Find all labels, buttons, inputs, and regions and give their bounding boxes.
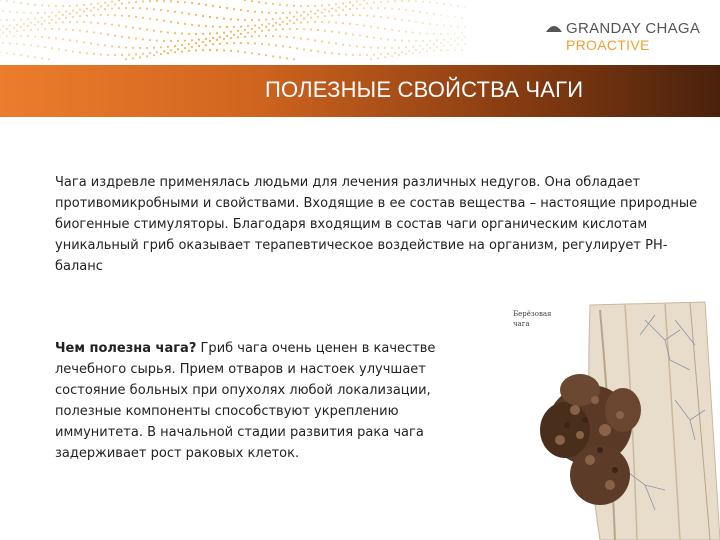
benefits-paragraph <box>55 338 475 464</box>
benefits-question: Чем полезна чага? <box>55 341 197 356</box>
chaga-mushroom-icon <box>546 23 562 33</box>
illustration-caption-line1: Берёзовая <box>513 310 552 318</box>
intro-paragraph: Чага издревле применялась людьми для лечения различных недугов. Она обладает противомикробными и свойствами. Входящие в ее состав вещества – настоящие природные биогенные стимуляторы. Благодаря входящим в состав чаги органическим кислотам уникальный гриб оказывает терапевтическое воздействие на организм, регулирует РН-баланс <box>55 175 698 274</box>
illustration-caption-line2: чага <box>513 320 530 328</box>
decorative-dot-pattern <box>0 0 470 62</box>
benefits-text: Гриб чага очень ценен в качестве лечебного сырья. Прием отваров и настоек улучшает состояние больных при опухолях любой локализации, полезные компоненты способствуют укреплению иммунитета. В начальной стадии развития рака чага задерживает рост раковых клеток. <box>55 341 436 461</box>
page-title: ПОЛЕЗНЫЕ СВОЙСТВА ЧАГИ <box>265 77 584 102</box>
logo-brand-name: GRANDAY CHAGA <box>566 20 701 37</box>
title-banner <box>0 65 720 117</box>
logo-subtitle: PROACTIVE <box>566 37 650 53</box>
birch-chaga-illustration <box>505 300 720 540</box>
